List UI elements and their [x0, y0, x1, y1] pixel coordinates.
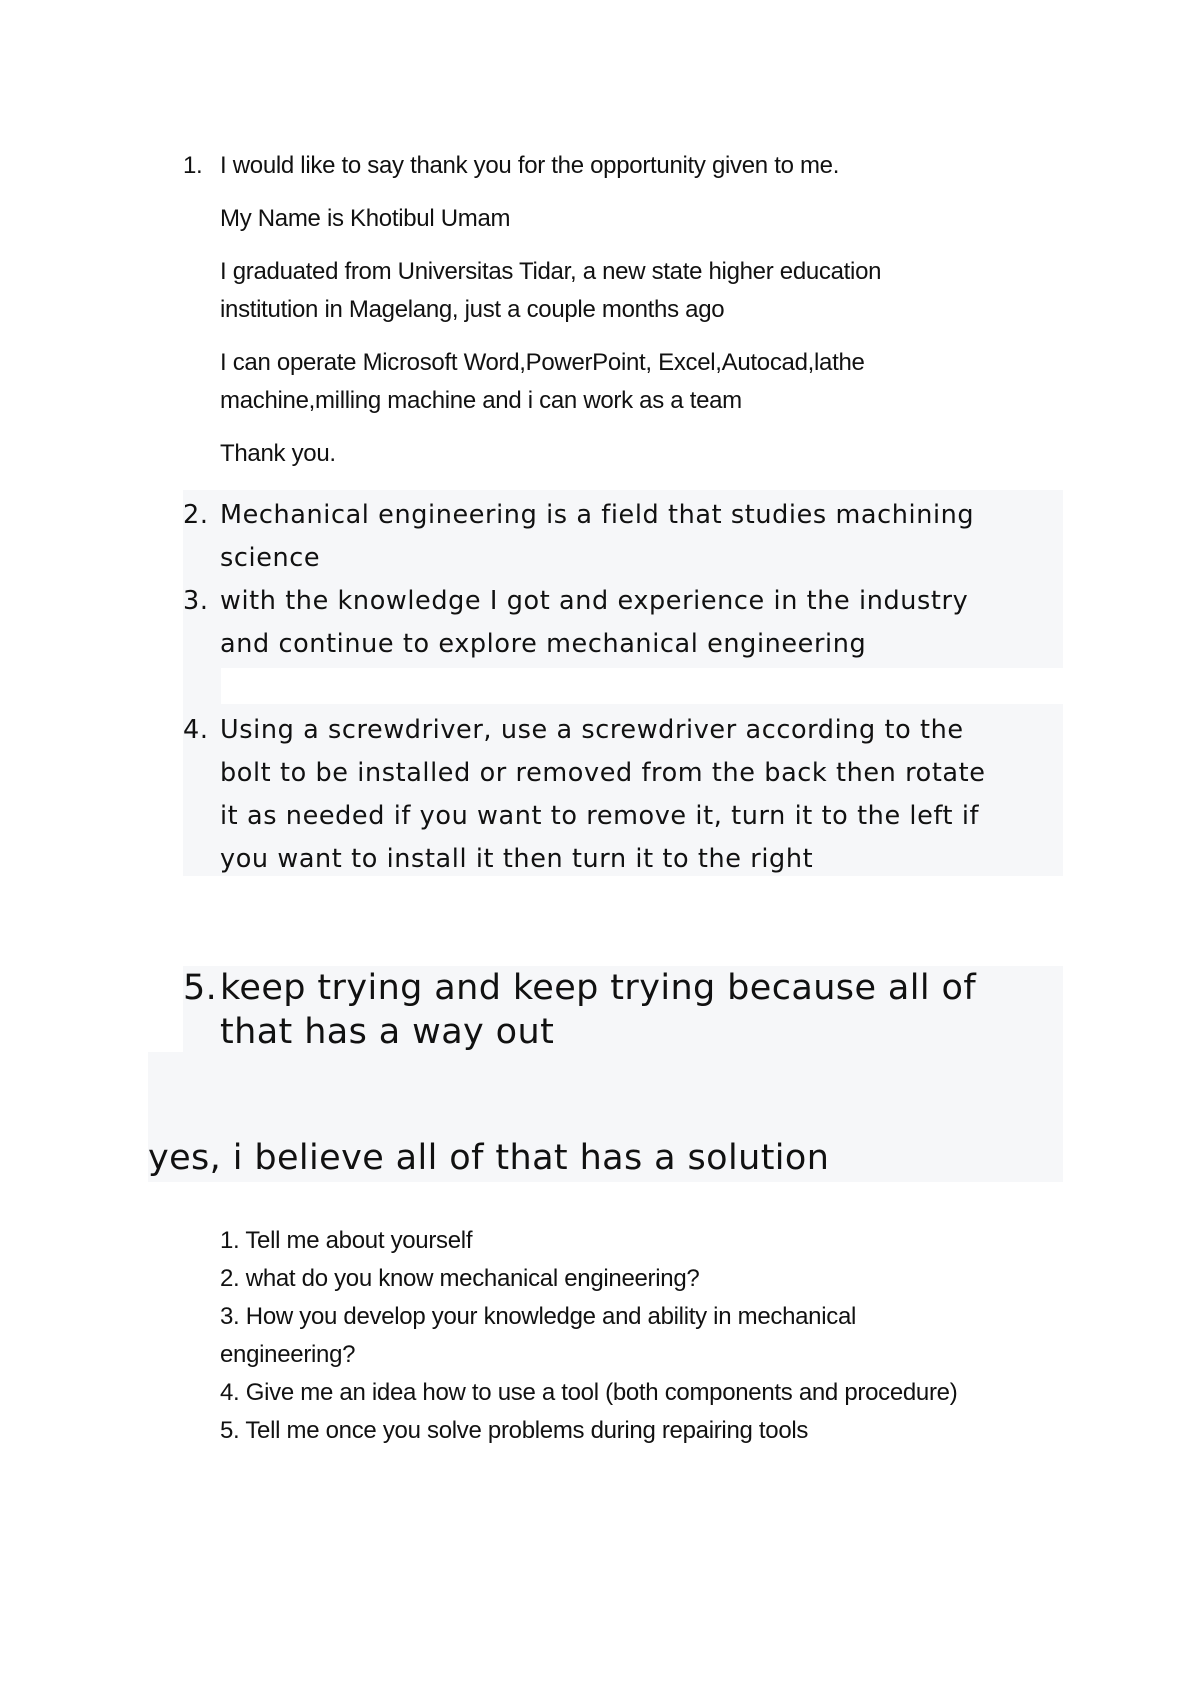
list-number-1: 1. — [183, 152, 203, 179]
answer-5-yes-line: yes, i believe all of that has a solution — [148, 1138, 830, 1178]
skills-line-2: machine,milling machine and i can work as a team — [220, 387, 742, 414]
thank-you-line: Thank you. — [220, 440, 336, 467]
graduation-line-2: institution in Magelang, just a couple months ago — [220, 296, 725, 323]
answer-2-line-1: Mechanical engineering is a field that studies machining — [220, 500, 975, 530]
answer-4-line-4: you want to install it then turn it to the right — [220, 844, 814, 874]
list-number-4: 4. — [183, 715, 209, 745]
question-1: 1. Tell me about yourself — [220, 1227, 473, 1254]
skills-line-1: I can operate Microsoft Word,PowerPoint, Excel,Autocad,lathe — [220, 349, 865, 376]
answer-shade-notch — [183, 668, 221, 704]
list-number-5: 5. — [183, 968, 218, 1008]
graduation-line-1: I graduated from Universitas Tidar, a new state higher education — [220, 258, 882, 285]
intro-thanks-line: I would like to say thank you for the opportunity given to me. — [220, 152, 840, 179]
answer-2-line-2: science — [220, 543, 321, 573]
answer-4-line-1: Using a screwdriver, use a screwdriver according to the — [220, 715, 964, 745]
answer-3-line-2: and continue to explore mechanical engineering — [220, 629, 867, 659]
question-4: 4. Give me an idea how to use a tool (both components and procedure) — [220, 1379, 958, 1406]
answer-5-line-1: keep trying and keep trying because all of — [220, 968, 977, 1008]
question-5: 5. Tell me once you solve problems during repairing tools — [220, 1417, 809, 1444]
answer-4-line-2: bolt to be installed or removed from the back then rotate — [220, 758, 986, 788]
answer-3-line-1: with the knowledge I got and experience in the industry — [220, 586, 969, 616]
list-number-3: 3. — [183, 586, 209, 616]
name-line: My Name is Khotibul Umam — [220, 205, 511, 232]
answer-5-line-2: that has a way out — [220, 1012, 555, 1052]
question-2: 2. what do you know mechanical engineering? — [220, 1265, 700, 1292]
question-3-line-1: 3. How you develop your knowledge and ability in mechanical — [220, 1303, 857, 1330]
question-3-line-2: engineering? — [220, 1341, 356, 1368]
answer-4-line-3: it as needed if you want to remove it, turn it to the left if — [220, 801, 980, 831]
list-number-2: 2. — [183, 500, 209, 530]
